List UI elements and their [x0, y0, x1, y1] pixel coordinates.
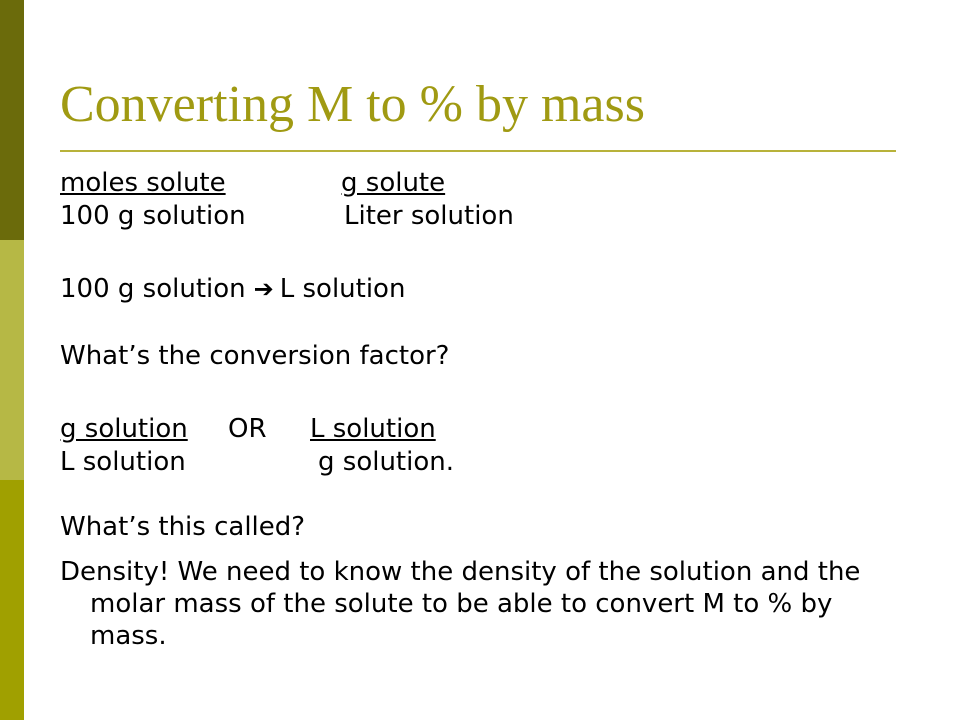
numerator-g-solution: g solution [60, 414, 188, 444]
slide-title: Converting M to % by mass [60, 76, 645, 133]
conversion-line [60, 273, 860, 306]
conversion-to-text: L solution [279, 274, 406, 304]
numerator-g-solute: g solute [341, 168, 446, 198]
question-called [60, 511, 860, 544]
denominator-l-solution: L solution [60, 447, 186, 477]
numerator-moles-solute: moles solute [60, 168, 226, 198]
factor-numerators [60, 413, 860, 446]
sidebar-accent-bottom [0, 480, 24, 720]
numerator-l-solution: L solution [310, 414, 436, 444]
fraction-denominators [60, 200, 860, 233]
right-arrow-icon: ➔ [253, 275, 274, 303]
answer-density: Density! We need to know the density of the solution and the molar mass of the solute to be able to convert M to % by mass. [60, 557, 861, 651]
question-conversion-factor-text: What’s the conversion factor? [60, 341, 450, 371]
factor-denominators [60, 446, 860, 479]
sidebar-accent-top [0, 0, 24, 240]
denominator-g-solution: g solution. [318, 447, 454, 477]
question-conversion-factor [60, 340, 860, 373]
fraction-numerators [60, 167, 860, 200]
or-label: OR [228, 414, 267, 444]
sidebar-accent-middle [0, 240, 24, 480]
denominator-100g-solution: 100 g solution [60, 201, 246, 231]
conversion-from [60, 274, 405, 304]
slide-body [60, 167, 861, 651]
question-called-text: What’s this called? [60, 512, 306, 542]
title-divider [60, 150, 896, 152]
denominator-liter-solution: Liter solution [344, 201, 514, 231]
conversion-from-text: 100 g solution [60, 274, 246, 304]
